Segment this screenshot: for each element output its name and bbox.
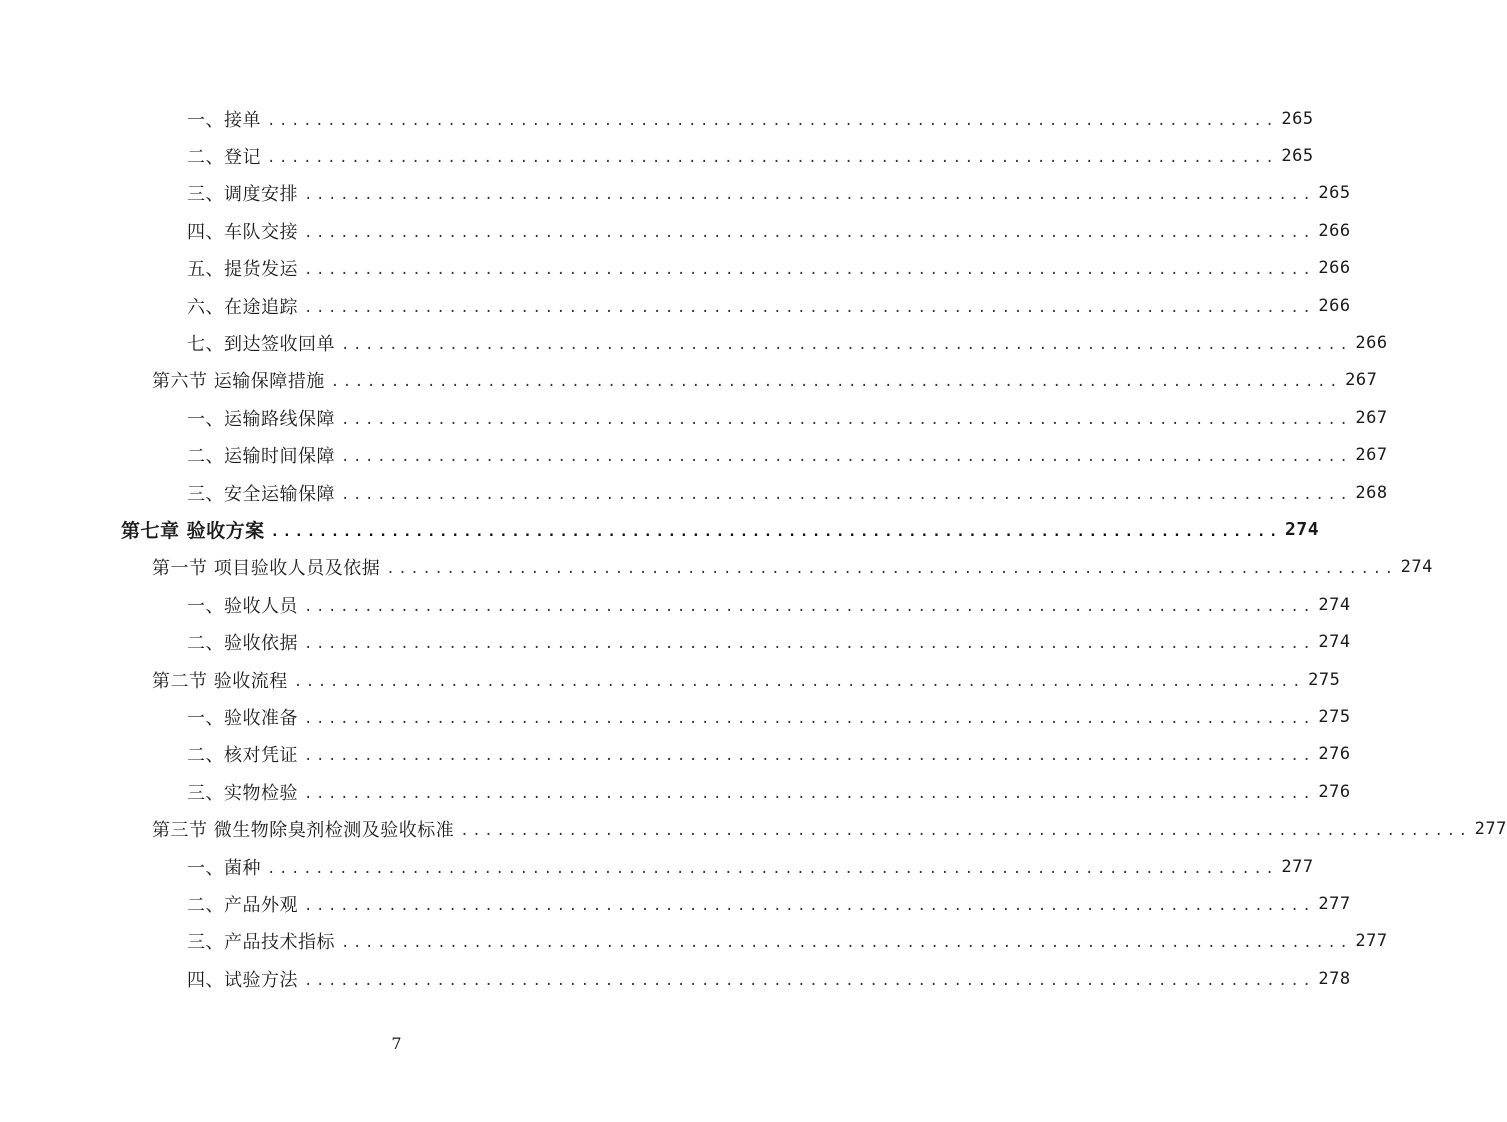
toc-dot-leader: .................................................................................... [270,523,1282,540]
toc-entry[interactable] [0,437,1388,474]
toc-entry-page: 268 [1355,482,1388,503]
toc-entry[interactable] [0,960,1351,997]
toc-entry[interactable] [0,698,1351,735]
toc-dot-leader: .................................................................................... [304,262,1315,279]
toc-dot-leader: .................................................................................... [304,785,1315,802]
page-number: 7 [391,1034,402,1053]
toc-entry-title: 三、实物检验 [187,782,298,804]
toc-entry-title: 第二节 验收流程 [152,670,288,692]
toc-section-entry[interactable] [0,810,1507,847]
toc-entry-title: 二、登记 [187,147,261,169]
toc-entry[interactable] [0,586,1351,623]
toc-entry-title: 第一节 项目验收人员及依据 [152,558,381,580]
toc-entry[interactable] [0,175,1351,212]
toc-dot-leader: .................................................................................... [267,860,1278,877]
toc-dot-leader: .................................................................................... [341,337,1352,354]
toc-entry-title: 四、试验方法 [187,969,298,991]
toc-entry-title: 第三节 微生物除臭剂检测及验收标准 [152,820,455,842]
toc-dot-leader: .................................................................................... [386,561,1397,578]
toc-entry-page: 265 [1281,108,1314,129]
toc-dot-leader: .................................................................................... [267,150,1278,167]
toc-dot-leader: .................................................................................... [293,673,1305,690]
toc-entry-title: 第六节 运输保障措施 [152,371,325,393]
toc-entry-title: 三、调度安排 [187,184,298,206]
toc-entry-page: 267 [1345,370,1378,391]
toc-section-entry[interactable] [0,549,1433,586]
toc-dot-leader: .................................................................................... [304,299,1315,316]
toc-entry[interactable] [0,324,1388,361]
toc-dot-leader: .................................................................................... [341,411,1352,428]
toc-dot-leader: .................................................................................... [341,935,1352,952]
toc-entry[interactable] [0,736,1351,773]
toc-entry[interactable] [0,623,1351,660]
toc-entry-page: 277 [1355,931,1388,952]
toc-dot-leader: .................................................................................... [304,748,1315,765]
toc-dot-leader: .................................................................................... [304,224,1315,241]
toc-entry-title: 五、提货发运 [187,259,298,281]
toc-entry-page: 266 [1318,258,1351,279]
toc-entry[interactable] [0,474,1388,511]
toc-entry-title: 六、在途追踪 [187,296,298,318]
toc-entry-page: 267 [1355,407,1388,428]
toc-dot-leader: .................................................................................... [304,636,1315,653]
toc-entry-title: 二、验收依据 [187,633,298,655]
toc-dot-leader: .................................................................................... [304,897,1315,914]
toc-entry-title: 第七章 验收方案 [121,520,265,543]
toc-entry-page: 274 [1318,594,1351,615]
toc-entry[interactable] [0,885,1351,922]
toc-entry-page: 265 [1318,183,1351,204]
toc-entry-title: 一、验收人员 [187,595,298,617]
toc-entry-page: 265 [1281,146,1314,167]
toc-entry-page: 278 [1318,968,1351,989]
table-of-contents [0,100,1507,997]
toc-entry[interactable] [0,773,1351,810]
toc-entry[interactable] [0,923,1388,960]
toc-entry-page: 274 [1285,519,1320,541]
toc-entry-title: 一、接单 [187,109,261,131]
toc-chapter-entry[interactable] [0,511,1320,548]
toc-entry-page: 274 [1318,632,1351,653]
toc-entry[interactable] [0,399,1388,436]
toc-entry-page: 277 [1281,856,1314,877]
toc-entry[interactable] [0,287,1351,324]
toc-entry-page: 274 [1400,557,1433,578]
toc-dot-leader: .................................................................................... [304,710,1315,727]
toc-entry-title: 二、运输时间保障 [187,446,335,468]
toc-entry-page: 275 [1308,669,1341,690]
toc-entry-title: 一、运输路线保障 [187,408,335,430]
toc-entry-page: 267 [1355,445,1388,466]
toc-dot-leader: .................................................................................... [304,598,1315,615]
toc-entry-page: 266 [1355,333,1388,354]
toc-entry[interactable] [0,100,1314,137]
toc-section-entry[interactable] [0,362,1378,399]
toc-entry-title: 三、安全运输保障 [187,483,335,505]
toc-entry-page: 275 [1318,706,1351,727]
toc-entry-page: 266 [1318,220,1351,241]
toc-entry-page: 277 [1474,819,1507,840]
toc-dot-leader: .................................................................................... [341,486,1352,503]
toc-entry[interactable] [0,250,1351,287]
toc-entry-title: 二、核对凭证 [187,745,298,767]
toc-dot-leader: .................................................................................... [267,112,1278,129]
toc-entry-title: 二、产品外观 [187,894,298,916]
toc-dot-leader: .................................................................................... [341,449,1352,466]
toc-entry-title: 四、车队交接 [187,221,298,243]
toc-entry-page: 266 [1318,295,1351,316]
toc-dot-leader: .................................................................................... [460,823,1471,840]
toc-section-entry[interactable] [0,661,1341,698]
toc-dot-leader: .................................................................................... [330,374,1342,391]
toc-entry-page: 276 [1318,781,1351,802]
toc-dot-leader: .................................................................................... [304,972,1315,989]
toc-entry[interactable] [0,848,1314,885]
toc-entry[interactable] [0,212,1351,249]
toc-entry-page: 277 [1318,893,1351,914]
toc-entry-title: 七、到达签收回单 [187,334,335,356]
toc-entry-page: 276 [1318,744,1351,765]
toc-entry[interactable] [0,137,1314,174]
toc-entry-title: 一、验收准备 [187,707,298,729]
toc-entry-title: 三、产品技术指标 [187,932,335,954]
toc-dot-leader: .................................................................................... [304,187,1315,204]
toc-entry-title: 一、菌种 [187,857,261,879]
